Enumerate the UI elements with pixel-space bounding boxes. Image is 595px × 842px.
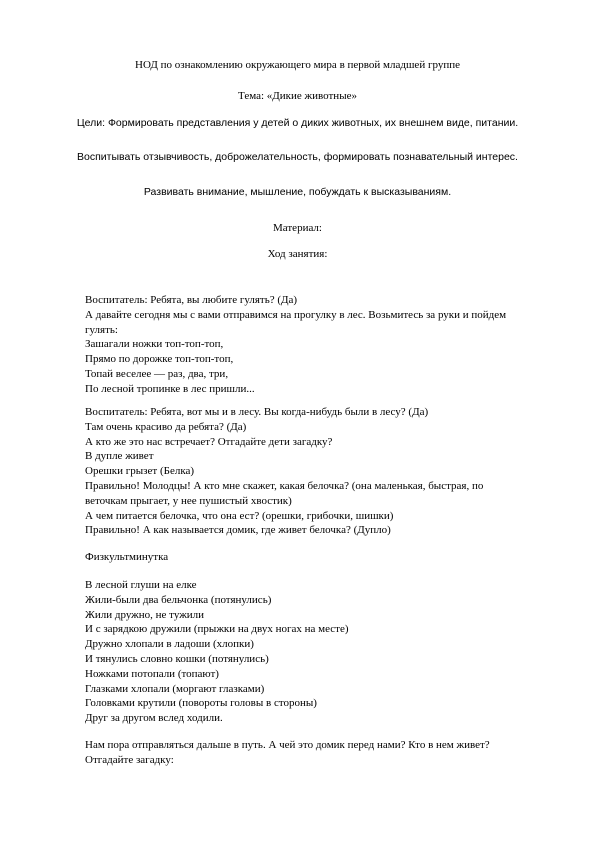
text-line: Ножками потопали (топают) (85, 667, 219, 680)
text-line: Воспитатель: Ребята, вы любите гулять? (Да) (85, 294, 298, 306)
text-line: Нам пора отправляться дальше в путь. А чей это домик перед нами? Кто в нем живет? Отгадайте загадку: (85, 739, 490, 766)
text-line: Правильно! А как называется домик, где живет белочка? (Дупло) (85, 524, 391, 537)
document-theme: Тема: «Дикие животные» (238, 90, 357, 102)
text-line: А кто же это нас встречает? Отгадайте дети загадку? (85, 435, 333, 448)
text-line: А давайте сегодня мы с вами отправимся на прогулку в лес. Возьмитесь за руки и пойдем гулять: (85, 308, 507, 336)
text-line: Правильно! Молодцы! А кто мне скажет, какая белочка? (она маленькая, быстрая, по веточкам прыгает, у нее пушистый хвостик) (85, 479, 484, 507)
text-line: Друг за другом вслед ходили. (85, 712, 223, 725)
text-line: И с зарядкою дружили (прыжки на двух ногах на месте) (85, 623, 349, 636)
text-line: Прямо по дорожке топ-топ-топ, (85, 353, 234, 366)
course-heading: Ход занятия: (267, 248, 328, 260)
text-line: Воспитатель: Ребята, вот мы и в лесу. Вы когда-нибудь были в лесу? (Да) (85, 406, 429, 418)
material-heading: Материал: (273, 222, 322, 234)
text-line: Жили-были два бельчонка (потянулись) (85, 593, 272, 606)
forest-dialogue (85, 405, 525, 538)
text-line: Дружно хлопали в ладоши (хлопки) (85, 638, 254, 651)
next-riddle-intro (85, 738, 525, 768)
text-line: Головками крутили (повороты головы в стороны) (85, 697, 317, 710)
text-line: И тянулись словно кошки (потянулись) (85, 652, 269, 665)
text-line: А чем питается белочка, что она ест? (орешки, грибочки, шишки) (85, 509, 394, 522)
fizkultminutka-poem (85, 578, 525, 726)
document-title: НОД по ознакомлению окружающего мира в первой младшей группе (135, 59, 460, 71)
text-line: По лесной тропинке в лес пришли... (85, 382, 255, 395)
text-line: В дупле живет (85, 450, 154, 463)
goal-paragraph-3: Развивать внимание, мышление, побуждать к высказываниям. (143, 186, 452, 198)
goal-paragraph-1: Цели: Формировать представления у детей о диких животных, их внешнем виде, питании. (76, 117, 519, 129)
text-line: Зашагали ножки топ-топ-топ, (85, 338, 224, 351)
text-line: Глазками хлопали (моргают глазками) (85, 682, 265, 695)
text-line: Топай веселее — раз, два, три, (85, 367, 229, 380)
text-line: В лесной глуши на елке (85, 579, 197, 591)
text-line: Жили дружно, не тужили (85, 608, 205, 621)
fizkultminutka-heading (85, 550, 525, 565)
intro-dialogue (85, 293, 525, 397)
text-line: Орешки грызет (Белка) (85, 465, 195, 478)
text-line: Там очень красиво да ребята? (Да) (85, 420, 247, 433)
goal-paragraph-2: Воспитывать отзывчивость, доброжелательность, формировать познавательный интерес. (77, 151, 518, 163)
section-title: Физкультминутка (85, 551, 169, 563)
